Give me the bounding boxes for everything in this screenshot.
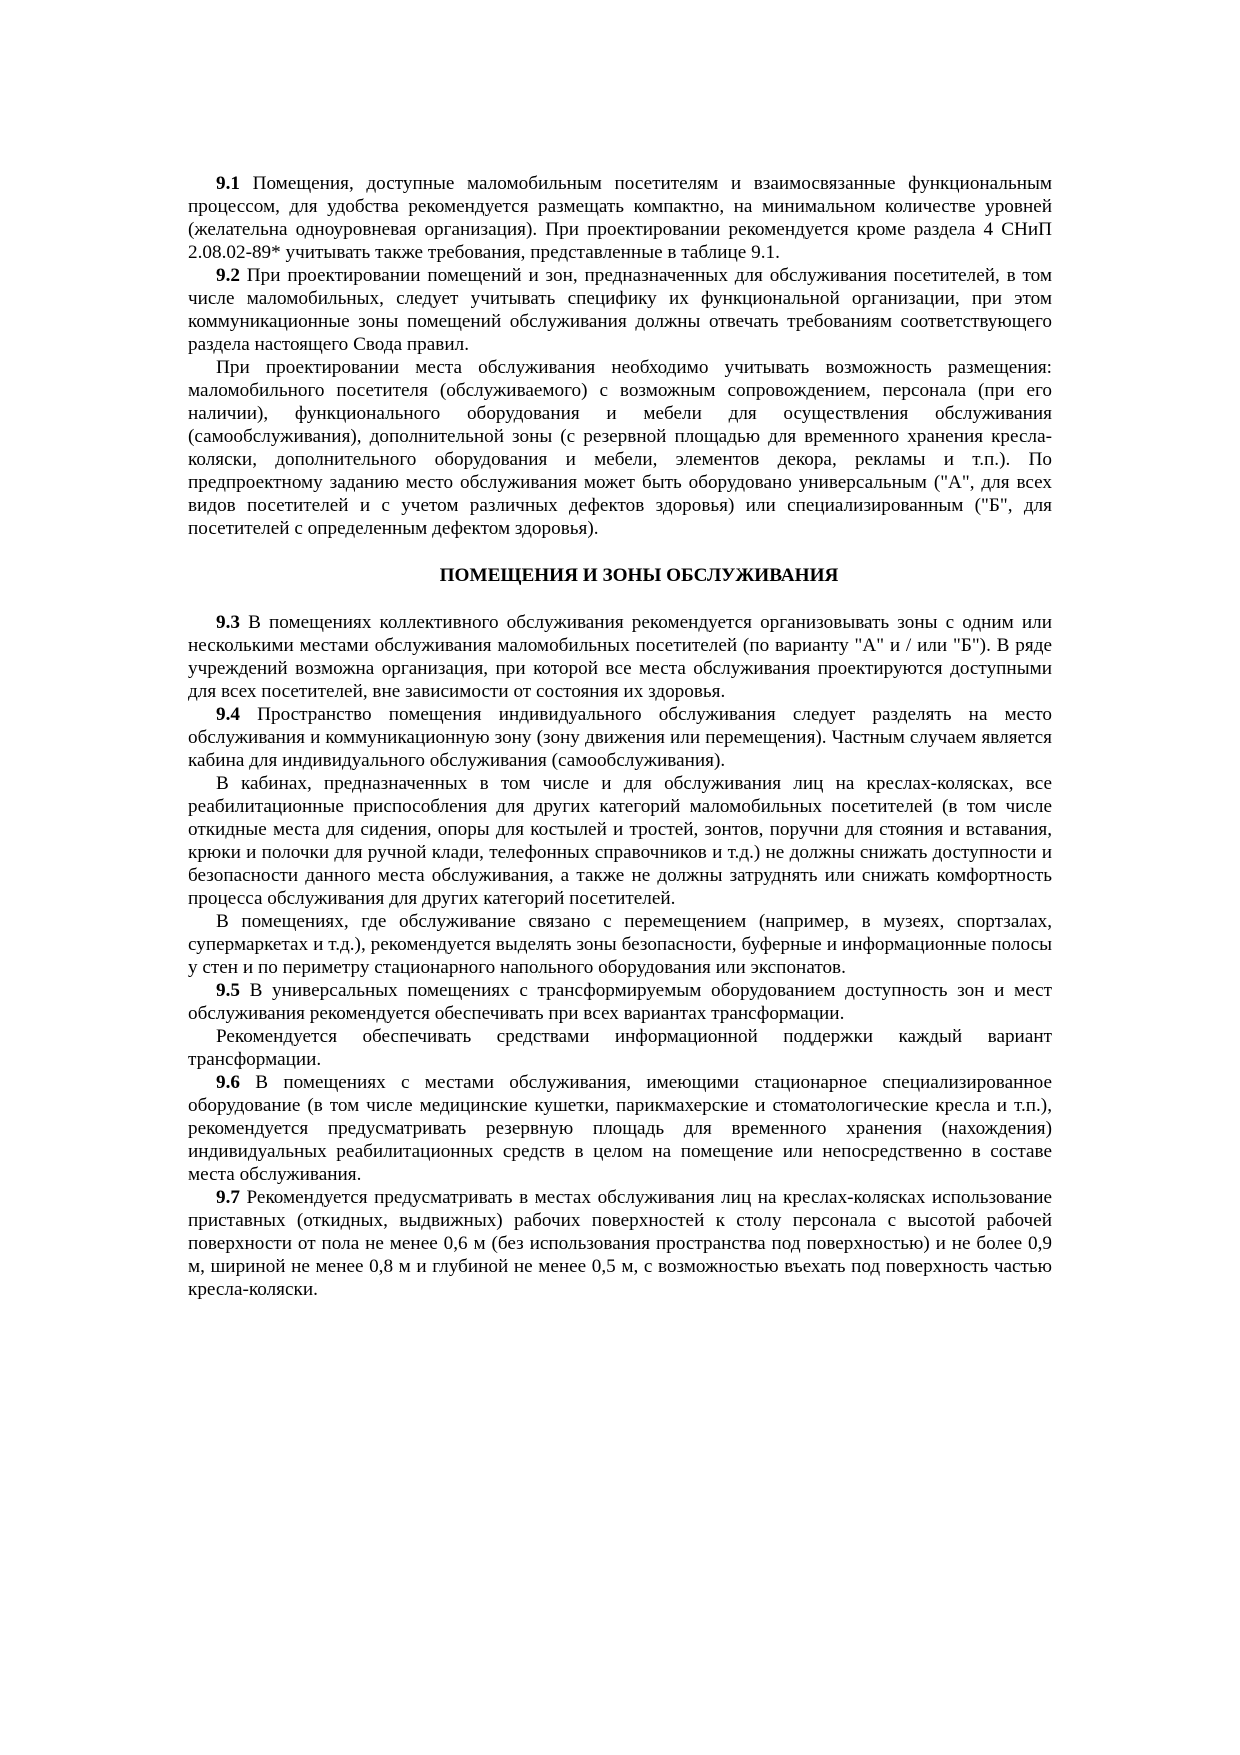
paragraphs-after (188, 611, 1052, 1301)
paragraph-text: При проектировании помещений и зон, предназначенных для обслуживания посетителей, в том числе маломобильных, следует учитывать специфику их функциональной организации, при этом коммуникационные зоны помещений обслуживания должны отвечать требованиям соответствующего раздела настоящего Свода правил. (188, 265, 1052, 355)
clause-number: 9.3 (216, 612, 240, 633)
paragraphs-before (188, 172, 1052, 540)
clause-number: 9.2 (216, 265, 240, 286)
paragraph-text: Рекомендуется обеспечивать средствами информационной поддержки каждый вариант трансформации. (188, 1026, 1052, 1070)
paragraph-cabins (188, 772, 1052, 910)
paragraph-text: Пространство помещения индивидуального обслуживания следует разделять на место обслуживания и коммуникационную зону (зону движения или перемещения). Частным случаем является кабина для индивидуального обслуживания (самообслуживания). (188, 704, 1052, 771)
document-page (188, 172, 1052, 1301)
paragraph-transformation (188, 1025, 1052, 1071)
paragraph-movement-rooms (188, 910, 1052, 979)
clause-number: 9.6 (216, 1072, 240, 1093)
clause-number: 9.4 (216, 704, 240, 725)
paragraph-9-6 (188, 1071, 1052, 1186)
paragraph-text: В универсальных помещениях с трансформируемым оборудованием доступность зон и мест обслуживания рекомендуется обеспечивать при всех вариантах трансформации. (188, 980, 1052, 1024)
paragraph-9-7 (188, 1186, 1052, 1301)
paragraph-9-2 (188, 264, 1052, 356)
paragraph-9-3 (188, 611, 1052, 703)
paragraph-9-1 (188, 172, 1052, 264)
paragraph-text: В помещениях, где обслуживание связано с перемещением (например, в музеях, спортзалах, супермаркетах и т.д.), рекомендуется выделять зоны безопасности, буферные и информационные полосы у стен и по периметру стационарного напольного оборудования или экспонатов. (188, 911, 1052, 978)
paragraph-9-5 (188, 979, 1052, 1025)
clause-number: 9.7 (216, 1187, 240, 1208)
paragraph-9-4 (188, 703, 1052, 772)
paragraph-text: В кабинах, предназначенных в том числе и для обслуживания лиц на креслах-колясках, все реабилитационные приспособления для других категорий маломобильных посетителей (в том числе откидные места для сидения, опоры для костылей и тростей, зонтов, поручни для стояния и вставания, крюки и полочки для ручной клади, телефонных справочников и т.д.) не должны снижать доступности и безопасности данного места обслуживания, а также не должны затруднять или снижать комфортность процесса обслуживания для других категорий посетителей. (188, 773, 1052, 909)
paragraph-text: При проектировании места обслуживания необходимо учитывать возможность размещения: маломобильного посетителя (обслуживаемого) с возможным сопровождением, персонала (при его наличии), функционального оборудования и мебели для осуществления обслуживания (самообслуживания), дополнительной зоны (с резервной площадью для временного хранения кресла-коляски, дополнительного оборудования и мебели, элементов декора, рекламы и т.п.). По предпроектному заданию место обслуживания может быть оборудовано универсальным ("А", для всех видов посетителей и с учетом различных дефектов здоровья) или специализированным ("Б", для посетителей с определенным дефектом здоровья). (188, 357, 1052, 539)
paragraph-text: Рекомендуется предусматривать в местах обслуживания лиц на креслах-колясках использование приставных (откидных, выдвижных) рабочих поверхностей к столу персонала с высотой рабочей поверхности от пола не менее 0,6 м (без использования пространства под поверхностью) и не более 0,9 м, шириной не менее 0,8 м и глубиной не менее 0,5 м, с возможностью въехать под поверхность частью кресла-коляски. (188, 1187, 1052, 1300)
clause-number: 9.5 (216, 980, 240, 1001)
paragraph-service-place (188, 356, 1052, 540)
paragraph-text: В помещениях с местами обслуживания, имеющими стационарное специализированное оборудование (в том числе медицинские кушетки, парикмахерские и стоматологические кресла и т.п.), рекомендуется предусматривать резервную площадь для временного хранения (нахождения) индивидуальных реабилитационных средств в целом на помещение или непосредственно в составе места обслуживания. (188, 1072, 1052, 1185)
paragraph-text: В помещениях коллективного обслуживания рекомендуется организовывать зоны с одним или несколькими местами обслуживания маломобильных посетителей (по варианту "А" и / или "Б"). В ряде учреждений возможна организация, при которой все места обслуживания проектируются доступными для всех посетителей, вне зависимости от состояния их здоровья. (188, 612, 1052, 702)
paragraph-text: Помещения, доступные маломобильным посетителям и взаимосвязанные функциональным процессом, для удобства рекомендуется размещать компактно, на минимальном количестве уровней (желательна одноуровневая организация). При проектировании рекомендуется кроме раздела 4 СНиП 2.08.02-89* учитывать также требования, представленные в таблице 9.1. (188, 173, 1052, 263)
clause-number: 9.1 (216, 173, 240, 194)
section-heading: ПОМЕЩЕНИЯ И ЗОНЫ ОБСЛУЖИВАНИЯ (439, 565, 839, 586)
